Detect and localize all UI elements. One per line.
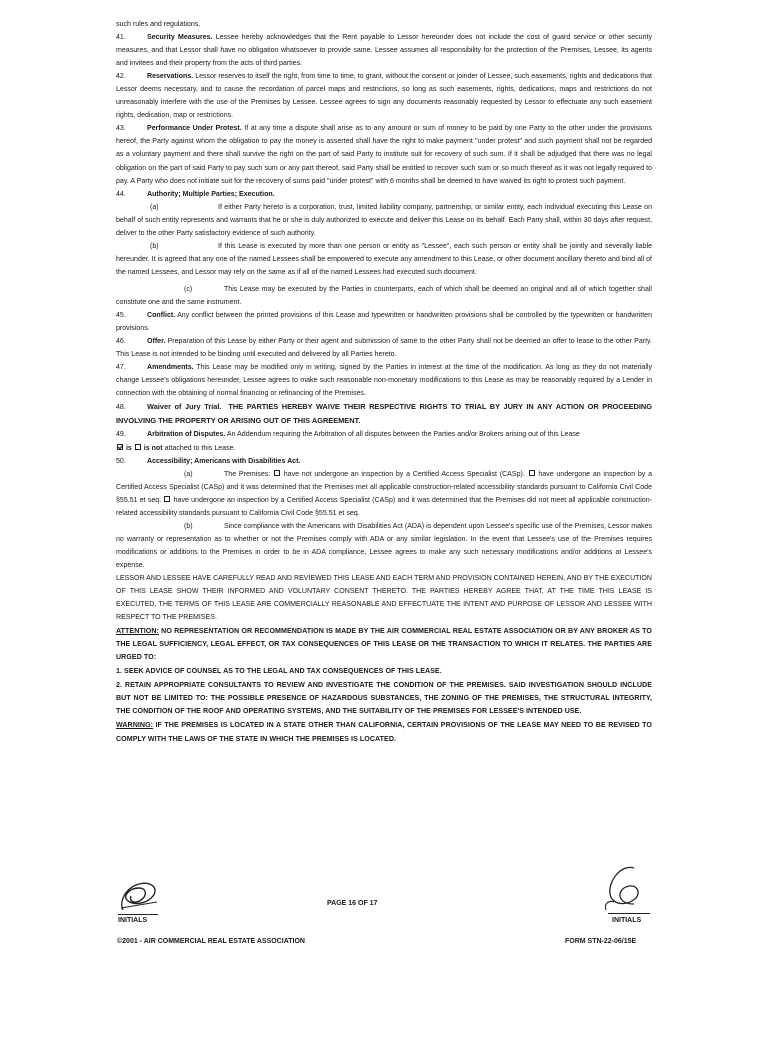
section-49-title: Arbitration of Disputes. — [147, 431, 226, 439]
attention-notice: ATTENTION: NO REPRESENTATION OR RECOMMENDATION IS MADE BY THE AIR COMMERCIAL REAL ESTATE ASSOCIATION OR BY ANY BROKER AS TO THE LEGAL SUFFICIENCY, LEGAL EFFECT, OR TAX CONSEQUENCES OF THIS LEASE OR THE TRANSACTION TO WHICH IT RELATES. THE PARTIES ARE URGED TO: — [116, 627, 652, 662]
form-number: FORM STN-22-06/15E — [565, 938, 637, 945]
left-initials-label: INITIALS — [118, 917, 148, 924]
lessee-initials-signature — [600, 862, 650, 914]
section-50: 50. Accessibility; Americans with Disabilities Act. — [116, 457, 301, 465]
lease-body — [116, 18, 652, 746]
section-42-title: Reservations. — [147, 73, 194, 81]
advice-item-1: 1. SEEK ADVICE OF COUNSEL AS TO THE LEGAL AND TAX CONSEQUENCES OF THIS LEASE. — [116, 667, 442, 676]
section-41: 41. Security Measures. Lessee hereby acknowledges that the Rent payable to Lessor hereunder does not include the cost of guard service or other security measures, and that Lessor shall have no obligation whatsoever to provide same. Lessee assumes all responsibility for the protection of the Premises, Lessee, its agents and invitees and their property from the acts of third parties. — [116, 34, 652, 68]
arbitration-is-not-checkbox[interactable] — [135, 444, 141, 450]
section-44-a: (a) If either Party hereto is a corporation, trust, limited liability company, partnership, or similar entity, each individual executing this Lease on behalf of such entity represents and warrants that he or she is duly authorized to execute and deliver this Lease on its behalf. Each Party shall, within 30 days after request, deliver to the other Party satisfactory evidence of such authority. — [116, 203, 652, 237]
advice-item-2: 2. RETAIN APPROPRIATE CONSULTANTS TO REVIEW AND INVESTIGATE THE CONDITION OF THE PREMISES. SAID INVESTIGATION SHOULD INCLUDE BUT NOT BE LIMITED TO: THE POSSIBLE PRESENCE OF HAZARDOUS SUBSTANCES, THE ZONING OF THE PREMISES, THE STRUCTURAL INTEGRITY, THE CONDITION OF THE ROOF AND OPERATING SYSTEMS, AND THE SUITABILITY OF THE PREMISES FOR LESSEE'S INTENDED USE. — [116, 681, 652, 716]
casp-met-standards-checkbox[interactable] — [529, 470, 535, 476]
section-44: 44. Authority; Multiple Parties; Execution. — [116, 190, 275, 198]
casp-not-met-standards-checkbox[interactable] — [164, 496, 170, 502]
section-44-b: (b) If this Lease is executed by more than one person or entity as "Lessee", each such person or entity shall be jointly and severally liable hereunder. It is agreed that any one of the named Lessees shall be empowered to execute any amendment to this Lease, or other document ancillary thereto and bind all of the named Lessees, and Lessor may rely on the same as if all of the named Lessees had executed such document. — [116, 242, 652, 276]
left-initials-line — [118, 914, 158, 915]
section-50-title: Accessibility; Americans with Disabilities Act. — [147, 457, 301, 465]
consent-statement: LESSOR AND LESSEE HAVE CAREFULLY READ AND REVIEWED THIS LEASE AND EACH TERM AND PROVISION CONTAINED HEREIN, AND BY THE EXECUTION OF THIS LEASE SHOW THEIR INFORMED AND VOLUNTARY CONSENT THERETO. THE PARTIES HEREBY AGREE THAT, AT THE TIME THIS LEASE IS EXECUTED, THE TERMS OF THIS LEASE ARE COMMERCIALLY REASONABLE AND EFFECTUATE THE INTENT AND PURPOSE OF LESSOR AND LESSEE WITH RESPECT TO THE PREMISES. — [116, 574, 652, 622]
lessor-initials-signature — [117, 880, 165, 914]
section-49-options: is is not attached to this Lease. — [116, 442, 652, 455]
right-initials-line — [608, 913, 650, 914]
section-50-a: (a) The Premises: have not undergone an inspection by a Certified Access Specialist (CASp). have undergone an inspection by a Certified Access Specialist (CASp) and it was determined that the Premises met all applicable construction-related accessibility standards pursuant to California Civil Code §55.51 et seq. have undergone an inspection by a Certified Access Specialist (CASp) and it was determined that the Premises did not meet all applicable construction-related accessibility standards pursuant to California Civil Code §55.51 et seq. — [116, 470, 653, 517]
section-45: 45. Conflict. Any conflict between the printed provisions of this Lease and typewritten or handwritten provisions shall be controlled by the typewritten or handwritten provisions. — [116, 312, 652, 333]
section-46: 46. Offer. Preparation of this Lease by either Party or their agent and submission of same to the other Party shall not be deemed an offer to lease to the other Party. This Lease is not intended to be binding until executed and delivered by all Parties hereto. — [116, 338, 652, 359]
section-44-c: (c) This Lease may be executed by the Parties in counterparts, each of which shall be deemed an original and all of which together shall constitute one and the same instrument. — [116, 285, 652, 306]
section-49: 49. Arbitration of Disputes. An Addendum requiring the Arbitration of all disputes between the Parties and/or Brokers arising out of this Lease — [116, 431, 580, 439]
section-48: 48. Waiver of Jury Trial. THE PARTIES HEREBY WAIVE THEIR RESPECTIVE RIGHTS TO TRIAL BY JURY IN ANY ACTION OR PROCEEDING INVOLVING THE PROPERTY OR ARISING OUT OF THIS AGREEMENT. — [116, 402, 652, 426]
section-44-title: Authority; Multiple Parties; Execution. — [147, 190, 275, 198]
arbitration-is-checkbox[interactable] — [117, 444, 123, 450]
right-initials-label: INITIALS — [612, 917, 642, 924]
section-48-title: Waiver of Jury Trial. — [147, 402, 222, 412]
section-43-title: Performance Under Protest. — [147, 125, 242, 133]
section-41-title: Security Measures. — [147, 34, 213, 42]
casp-not-inspected-checkbox[interactable] — [274, 470, 280, 476]
section-47: 47. Amendments. This Lease may be modified only in writing, signed by the Parties in interest at the time of the modification. As long as they do not materially change Lessee's obligations hereunder, Lessee agrees to make such reasonable non-monetary modifications to this Lease as may be reasonably required by a Lender in connection with the obtaining of normal financing or refinancing of the Premises. — [116, 364, 652, 398]
section-42: 42. Reservations. Lessor reserves to itself the right, from time to time, to grant, without the consent or joinder of Lessee, such easements, rights and dedications that Lessor deems necessary, and to cause the recordation of parcel maps and restrictions, so long as such easements, rights, dedications, maps and restrictions do not unreasonably interfere with the use of the Premises by Lessee. Lessee agrees to sign any documents reasonably requested by Lessor to effectuate any such easement rights, dedication, map or restrictions. — [116, 73, 652, 120]
section-47-title: Amendments. — [147, 364, 194, 372]
page-number: PAGE 16 OF 17 — [327, 900, 378, 907]
section-46-title: Offer. — [147, 338, 166, 346]
section-50-b: (b) Since compliance with the Americans with Disabilities Act (ADA) is dependent upon Lessee's specific use of the Premises, Lessor makes no warranty or representation as to whether or not the Premises comply with ADA or any similar legislation. In the event that Lessee's use of the Premises requires modifications or additions to the Premises in order to be in ADA compliance, Lessee agrees to make any such necessary modifications and/or additions at Lessee's expense. — [116, 522, 652, 569]
warning-notice: WARNING: IF THE PREMISES IS LOCATED IN A STATE OTHER THAN CALIFORNIA, CERTAIN PROVISIONS OF THE LEASE MAY NEED TO BE REVISED TO COMPLY WITH THE LAWS OF THE STATE IN WHICH THE PREMISES IS LOCATED. — [116, 721, 653, 743]
section-45-title: Conflict. — [147, 312, 176, 320]
section-43: 43. Performance Under Protest. If at any time a dispute shall arise as to any amount or sum of money to be paid by one Party to the other under the provisions hereof, the Party against whom the obligation to pay the money is asserted shall have the right to make payment "under protest" and such payment shall not be regarded as a voluntary payment and there shall survive the right on the part of said Party to institute suit for recovery of such sum. If it shall be adjudged that there was no legal obligation on the part of said Party to pay such sum or any part thereof, said Party shall be entitled to recover such sum or so much thereof as it was not legally required to pay. A Party who does not initiate suit for the recovery of sums paid "under protest" with 6 months shall be deemed to have waived its right to protest such payment. — [116, 125, 652, 185]
copyright-notice: ©2001 - AIR COMMERCIAL REAL ESTATE ASSOCIATION — [117, 938, 305, 945]
paragraph-continuation: such rules and regulations. — [116, 21, 201, 28]
